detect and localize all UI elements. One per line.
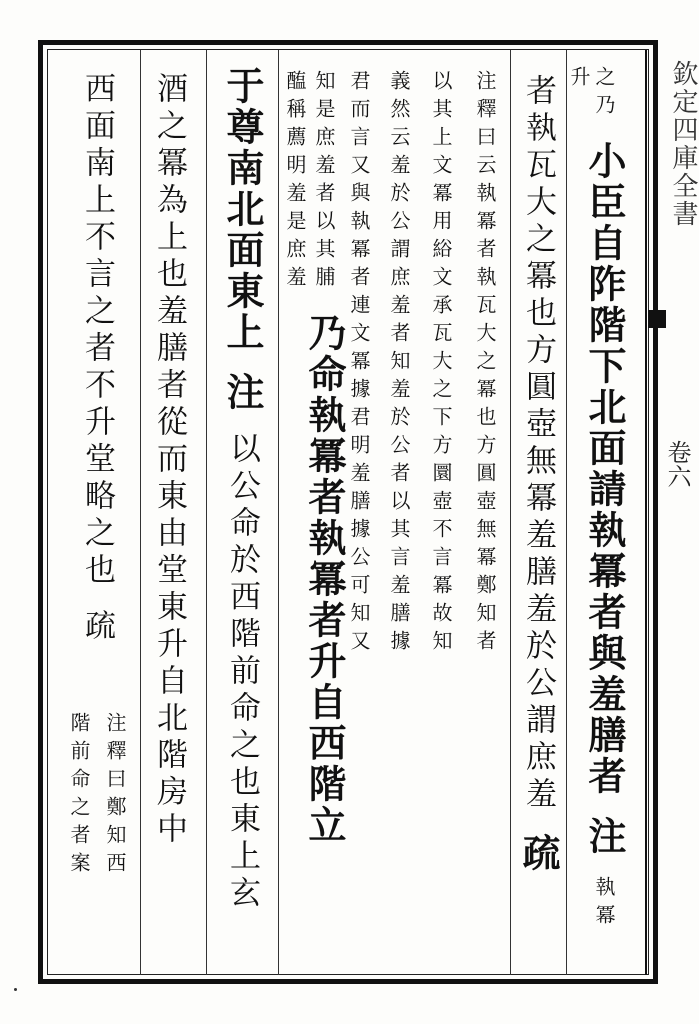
running-header: 欽定四庫全書 (668, 60, 698, 228)
text-column-6 (348, 70, 370, 658)
commentary-text: 以公命於西階前命之也東上玄 (224, 432, 260, 913)
commentary-marker: 注 (582, 816, 627, 857)
subcommentary-marker: 疏 (516, 833, 561, 874)
column-rule (566, 50, 567, 975)
column-rule (278, 50, 279, 975)
text-column-7 (302, 70, 347, 846)
main-text: 小臣自阼階下北面請執冪者與羞膳者 (582, 141, 627, 797)
main-text: 于尊南北面東上 (220, 66, 265, 353)
text-column-10c (68, 712, 90, 880)
subcommentary-text: 注釋曰鄭知西 (103, 712, 127, 880)
column-rule (206, 50, 207, 975)
subcommentary-text: 階前命之者案 (67, 712, 91, 880)
chapter-mark: 卷六 (663, 440, 691, 488)
text-column-1b (568, 66, 590, 94)
commentary-text: 西面南上不言之者不升堂略之也 (79, 72, 115, 590)
scan-speck (14, 988, 17, 991)
subcommentary-text: 義然云羞於公謂庶羞者知羞於公者以其言羞膳據 (387, 70, 411, 658)
text-column-2 (516, 74, 561, 874)
fish-tail-mark (648, 310, 666, 328)
text-column-5 (388, 70, 410, 658)
subcommentary-marker: 疏 (79, 609, 115, 646)
text-column-9 (152, 72, 185, 849)
text-column-10b (104, 712, 126, 880)
subcommentary-text: 君而言又與執冪者連文冪據君明羞膳據公可知又 (347, 70, 371, 658)
text-column-1 (582, 66, 627, 932)
column-rule (140, 50, 141, 975)
fore-edge-rule (645, 50, 647, 975)
text-column-3 (474, 70, 496, 658)
subcommentary-text: 以其上文冪用綌文承瓦大之下方圜壺不言冪故知 (429, 70, 453, 658)
annotation-text: 升 (567, 66, 591, 94)
main-text: 乃命執冪者執冪者升自西階立 (302, 313, 347, 846)
subcommentary-text: 注釋曰云執冪者執瓦大之冪也方圓壺無冪鄭知者 (473, 70, 497, 658)
text-column-10 (80, 72, 113, 646)
annotation-text: 執冪 (592, 876, 616, 932)
subcommentary-text: 知是庶羞者以其脯 (312, 70, 336, 294)
text-column-8 (220, 66, 265, 913)
annotation-text: 之乃 (592, 66, 616, 122)
column-rule (510, 50, 511, 975)
text-column-7b (284, 70, 306, 294)
text-column-4 (430, 70, 452, 658)
commentary-marker: 注 (220, 372, 265, 413)
subcommentary-text: 醢稱薦明羞是庶羞 (283, 70, 307, 294)
commentary-text: 者執瓦大之冪也方圓壺無冪羞膳羞於公謂庶羞 (520, 74, 556, 814)
commentary-text: 酒之冪為上也羞膳者從而東由堂東升自北階房中 (151, 72, 187, 849)
